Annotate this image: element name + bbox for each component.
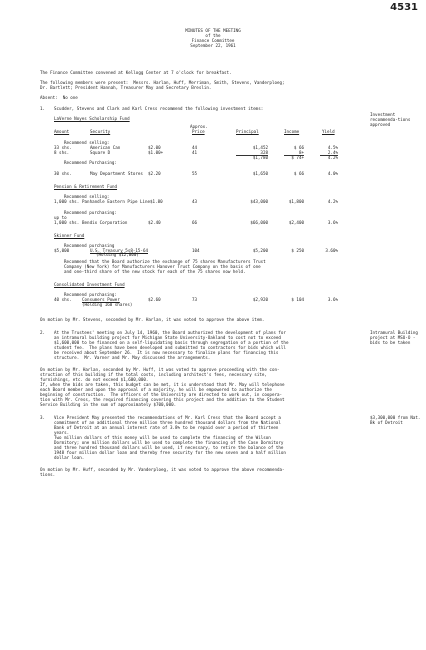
col-security: Security [90, 129, 111, 134]
row5-div: $2.40 [148, 220, 161, 225]
item3-line-8: 1948 four million dollar loan and thereby free security for the new seven and a half million [54, 450, 286, 455]
row2-price: 41 [192, 150, 198, 155]
total-yield: 4.2% [327, 155, 338, 160]
item1-text: Scudder, Stevens and Clark and Karl Cress recommend the following investment items: [54, 106, 264, 111]
row1-income: $ 66 [293, 145, 304, 150]
item3-line-5: Two million dollars of this money will be used to complete the financing of the Wilson [54, 435, 271, 440]
row4-amount: 1,000 shs. [54, 199, 80, 204]
sell-label-2: Recommend selling: [64, 194, 110, 199]
row4-principal: $43,000 [250, 199, 268, 204]
row6-security: U.S. Treasury 5s8-15-64 [90, 248, 148, 253]
item3-line-4: years. [54, 430, 70, 435]
intro-present-1: The following members were present: Messrs. Harlan, Huff, Merriman, Smith, Stevens, Vanderploeg; [40, 80, 285, 85]
row6-income: $ 250 [291, 248, 304, 253]
row3-yield: 4.0% [327, 171, 338, 176]
row4-income: $1,800 [288, 199, 304, 204]
row3-price: 55 [192, 171, 198, 176]
row6-amount: $5,000 [54, 248, 70, 253]
row4-security: Panhandle Eastern Pipe Line [82, 199, 151, 204]
item2-motion-2: struction of this building if the total costs, including architect's fees, necessary site, [40, 372, 267, 377]
purchase-label-3: Recommend purchasing [64, 243, 115, 248]
item3-motion-2: tions. [40, 472, 56, 477]
row3-income: $ 66 [293, 171, 304, 176]
row5-price: 66 [192, 220, 198, 225]
col-yield: Yield [322, 129, 335, 134]
header-committee: Finance Committee [191, 38, 235, 43]
item2-margin-note: Intramural Building project at MSU-O - bids to be taken [370, 330, 418, 346]
item2-line-3: $1,600,000 to be financed on a self-liquidating basis through segregation of a portion of the [54, 340, 289, 345]
header-title: MINUTES OF THE MEETING [185, 28, 241, 33]
item3-margin-note: $3,300,000 from Nat. Bk of Detroit [370, 415, 421, 426]
row3-principal: $1,650 [252, 171, 268, 176]
item2-motion-8: Service Building in the sum of approximately $700,000. [40, 402, 177, 407]
purchase-label-2: Recommend purchasing: [64, 210, 117, 215]
item3-line-3: Bank of Detroit at an annual interest rate of 3.8% to be repaid over a period of thirteen [54, 425, 279, 430]
row5-principal: $66,000 [250, 220, 268, 225]
row7-principal: $2,920 [252, 297, 268, 302]
row4-div: $1.80 [150, 199, 163, 204]
item2-line-2: an intramural building project for Michigan State University-Oakland to cost not to exceed [54, 335, 281, 340]
intro-present-2: Dr. Bartlett; President Hannah, Treasurer May and Secretary Breslin. [40, 85, 212, 90]
row6-yield: 3.60% [325, 248, 338, 253]
row7-security: Consumers Power [82, 297, 120, 302]
row5-income: $2,400 [288, 220, 304, 225]
row2-div: $1.00+ [148, 150, 164, 155]
purchase-label-4: Recommend purchasing: [64, 292, 117, 297]
page-number: 4531 [390, 2, 418, 13]
row7-div: $2.60 [148, 297, 161, 302]
fund2-title: Pension & Retirement Fund [54, 184, 118, 189]
row5-yield: 3.6% [327, 220, 338, 225]
row4-yield: 4.2% [327, 199, 338, 204]
row3-div: $2.20 [148, 171, 161, 176]
row7-yield: 3.6% [327, 297, 338, 302]
item2-line-1: At the Trustees' meeting on July 14, 1960, the Board authorized the development of plans for [54, 330, 286, 335]
item1-margin-note: Investment recommenda-tions approved [370, 112, 411, 128]
row7-income: $ 104 [291, 297, 304, 302]
total-income: $ 74+ [291, 155, 304, 160]
item2-number: 2. [40, 330, 46, 335]
row2-income: 8+ [298, 150, 304, 155]
exchange-line-1: Recommend that the Board authorize the exchange of 75 shares Manufacturers Trust [64, 259, 266, 264]
row2-yield: 2.4% [327, 150, 338, 155]
exchange-line-2: Company (New York) for Manufacturers Hanover Trust Company on the basis of one [64, 264, 261, 269]
row1-principal: $1,452 [252, 145, 268, 150]
row2-amount: 8 shs. [54, 150, 70, 155]
item2-motion-3: furnishings, etc. do not exceed $1,600,000. [40, 377, 149, 382]
fund4-title: Consolidated Investment Fund [54, 282, 125, 287]
row7-price: 73 [192, 297, 198, 302]
row1-amount: 33 shs. [54, 145, 72, 150]
row2-security: Square D [90, 150, 111, 155]
item2-motion-5: each Board member and upon the approval of a majority, he will be empowered to authorize the [40, 387, 272, 392]
row2-principal: 328 [260, 150, 268, 155]
col-income: Income [284, 129, 300, 134]
row3-amount: 30 shs. [54, 171, 72, 176]
row7-note: (Holding 160 shares) [82, 302, 133, 307]
sell-label: Recommend selling: [64, 140, 110, 145]
item3-line-1: Vice President May presented the recommendations of Mr. Karl Cress that the Board accept a [54, 415, 281, 420]
row7-amount: 40 shs. [54, 297, 72, 302]
row5-amount: 1,000 shs. [54, 220, 80, 225]
item2-motion-7: tion with Mr. Cress, the required financing covering this project and the addition to the Student [40, 397, 285, 402]
row1-security: American Can [90, 145, 121, 150]
item2-line-6: structure. Mr. Varner and Mr. May discussed the arrangements. [54, 355, 211, 360]
intro-convened: The Finance Committee convened at Kellogg Center at 7 o'clock for breakfast. [40, 70, 232, 75]
item3-motion-1: On motion by Mr. Huff, seconded by Mr. Vanderploeg, it was voted to approve the above recommenda- [40, 467, 285, 472]
item2-motion-4: If, when the bids are taken, this budget can be met, it is understood that Mr. May will telephone [40, 382, 285, 387]
total-principal: $1,780 [252, 155, 268, 160]
row5-security: Bendix Corporation [82, 220, 128, 225]
row6-principal: $5,200 [252, 248, 268, 253]
item3-line-2: commitment of an additional three million three hundred thousand dollars from the National [54, 420, 281, 425]
exchange-line-3: and one-third share of the new stock for each of the 75 shares now held. [64, 269, 246, 274]
item2-motion-6: beginning of construction. The officers of the University are directed to work out, in coopera- [40, 392, 283, 397]
item3-line-9: dollar loan. [54, 455, 85, 460]
row1-div: $2.00 [148, 145, 161, 150]
row3-security: May Department Stores [90, 171, 143, 176]
up-to: up to [54, 215, 67, 220]
item2-line-5: be received about September 26. It is now necessary to finalize plans for financing this [54, 350, 279, 355]
item1-motion: On motion by Mr. Stevens, seconded by Mr. Harlan, it was voted to approve the above item. [40, 317, 265, 322]
item2-line-4: student fee. The plans have been developed and submitted to contractors for bids which will [54, 345, 286, 350]
col-amount: Amount [54, 129, 70, 134]
item2-motion-1: On motion by Mr. Harlan, seconded by Mr. Huff, it was voted to approve proceeding with the con- [40, 367, 280, 372]
header-date: September 22, 1961 [190, 43, 236, 48]
header-of: of the [205, 33, 221, 38]
item1-number: 1. [40, 106, 46, 111]
row4-price: 43 [192, 199, 198, 204]
fund1-title: LaVerne Noyes Scholarship Fund [54, 116, 130, 121]
purchase-label: Recommend Purchasing: [64, 160, 117, 165]
fund3-title: Skinner Fund [54, 233, 85, 238]
col-price: Price [192, 129, 205, 134]
row1-price: 44 [192, 145, 198, 150]
item3-line-6: Dormitory; one million dollars will be used to complete the financing of the Case Dormitory [54, 440, 284, 445]
row6-price: 104 [192, 248, 200, 253]
item3-number: 3. [40, 415, 46, 420]
intro-absent: Absent: No one [40, 95, 78, 100]
item3-line-7: and three hundred thousand dollars will be used, if necessary, to retire the balance of the [54, 445, 284, 450]
row6-note: (Holding $12,000) [96, 252, 139, 257]
row1-yield: 4.5% [327, 145, 338, 150]
col-approx: Approx. [190, 124, 208, 129]
col-principal: Principal [236, 129, 259, 134]
